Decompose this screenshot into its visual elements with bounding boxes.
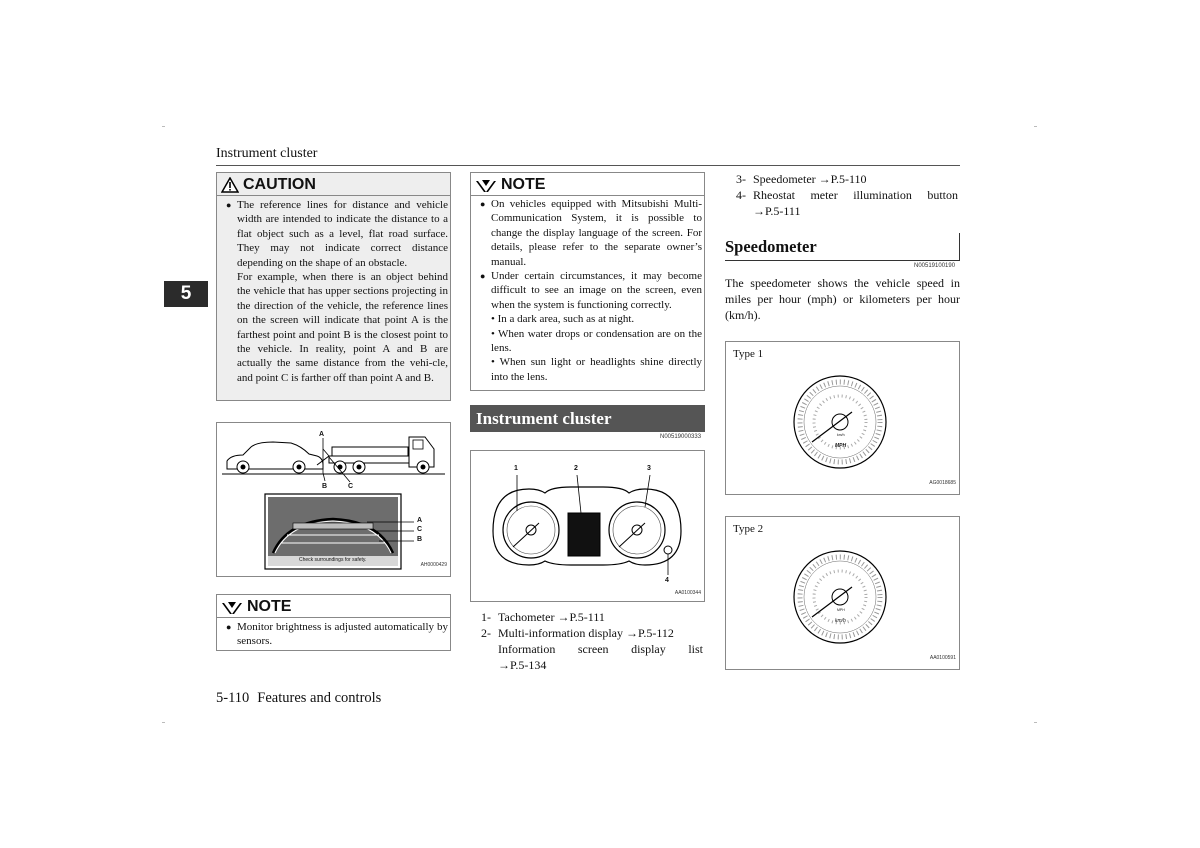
caution-box [216,172,451,401]
crop-mark [1034,126,1037,127]
list-item [736,171,958,187]
note-heading [475,176,545,194]
caution-heading [221,176,316,194]
note-title: NOTE [501,176,546,193]
warning-triangle-icon [221,177,239,193]
list-item-continued [481,641,703,657]
note-brightness-body [226,620,448,649]
section-heading-speedometer [725,233,960,261]
list-item-continued [736,203,958,219]
note-hand-icon [221,600,243,615]
speedometer-description: The speedometer shows the vehicle speed in miles per hour (mph) or kilometers per hour (km/h). [725,276,960,322]
speedometer-type1-figure [725,341,960,495]
screen-message: Check surroundings for safety. [299,557,367,563]
type2-label: Type 2 [733,523,764,535]
type1-label: Type 1 [733,348,764,360]
cluster-component-list [481,609,703,673]
list-text: →P.5-134 [498,658,547,672]
page-number: 5-110 [216,690,250,706]
heading-rule-vertical [959,233,960,261]
running-header: Instrument cluster [216,146,318,161]
dial-unit-small: km/h [837,433,845,437]
label-b-screen: B [417,536,423,543]
list-item [481,625,703,641]
cluster-label-4: 4 [665,577,669,584]
note-hand-icon [475,178,497,193]
note-rule [217,617,450,618]
list-number: 4- [736,188,746,202]
caution-body [226,198,448,385]
list-text: Rheostat meter illumination button [753,188,958,202]
dial-unit-small: MPH [837,608,845,612]
crop-mark [1034,722,1037,723]
note-language-bullet-1: ● On vehicles equipped with Mitsubishi Multi-Communication System, it is possible to change the display language of the screen. For details, please refer to the separate owner’s manual. [480,197,702,269]
label-c-screen: C [417,526,423,533]
crop-mark [162,126,165,127]
list-item-continued [481,657,703,673]
cluster-label-3: 3 [647,465,651,472]
label-c-top: C [348,483,354,490]
camera-figure [216,422,451,577]
footer-section: Features and controls [257,690,382,706]
speedometer-title: Speedometer [725,237,817,256]
caution-rule [217,195,450,196]
crop-mark [162,722,165,723]
list-text: Information screen display list [498,642,703,656]
cluster-component-list-continued [736,171,958,219]
section-code: N00519000333 [660,434,702,440]
label-b-top: B [322,483,328,490]
speedometer-dial-type2 [726,517,959,669]
note-title: NOTE [247,598,292,615]
figure-code: AH0000429 [420,562,447,568]
cluster-label-2: 2 [574,465,578,472]
page-footer [216,690,381,707]
section-heading-instrument-cluster: Instrument cluster [470,405,705,432]
speedometer-type2-figure [725,516,960,670]
note-language-sub-1: • In a dark area, such as at night. [491,313,635,326]
list-item [481,609,703,625]
speedometer-dial-type1 [726,342,959,494]
list-number: 2- [481,626,491,640]
cluster-label-1: 1 [514,465,518,472]
label-a-screen: A [417,517,423,524]
section-code: N00519100190 [914,263,956,269]
note-heading [221,598,291,616]
dial-unit-main: km/h [835,618,846,624]
header-rule [216,165,960,166]
list-text: Tachometer →P.5-111 [498,610,605,624]
chapter-tab: 5 [164,281,208,307]
list-number: 3- [736,172,746,186]
cluster-figure [470,450,705,602]
list-text: Speedometer →P.5-110 [753,172,867,186]
note-language-bullet-2: ● Under certain circumstances, it may become difficult to see an image on the screen, even when the system is functioning correctly. [480,269,702,312]
list-number: 1- [481,610,491,624]
note-brightness-bullet: ● Monitor brightness is adjusted automatically by sensors. [226,620,448,649]
caution-bullet: ● The reference lines for distance and vehicle width are intended to indicate the distance to a flat object such as a level, flat road surface. They may not indicate correct distance depending on the shape of an obstacle. [226,198,448,270]
list-item [736,187,958,203]
figure-code: AA0100591 [929,655,956,661]
dial-unit-main: MPH [835,443,847,449]
list-text: Multi-information display →P.5-112 [498,626,674,640]
figure-code: AG0018685 [929,480,956,486]
cluster-illustration [471,451,704,601]
note-language-box [470,172,705,391]
note-language-sub-3: • When sun light or headlights shine directly into the lens. [491,356,702,383]
caution-title: CAUTION [243,176,316,193]
camera-illustration [217,423,450,576]
note-language-body [480,197,702,384]
heading-rule-horizontal [725,260,960,261]
caution-paragraph: For example, when there is an object behind the vehicle that has upper sections projecting in the direction of the vehicle, the reference lines on the screen will indicate that point A is the farthest point and point B is the closest point to the vehicle. In reality, point A and B are actually the same distance from the vehi-cle, and point C is farther off than point A and B. [237,271,448,384]
label-a-top: A [319,431,325,438]
note-rule [471,195,704,196]
figure-code: AA0100344 [674,590,701,596]
list-text: →P.5-111 [753,204,801,218]
note-language-sub-2: • When water drops or condensation are on the lens. [491,327,702,355]
note-brightness-box [216,594,451,651]
